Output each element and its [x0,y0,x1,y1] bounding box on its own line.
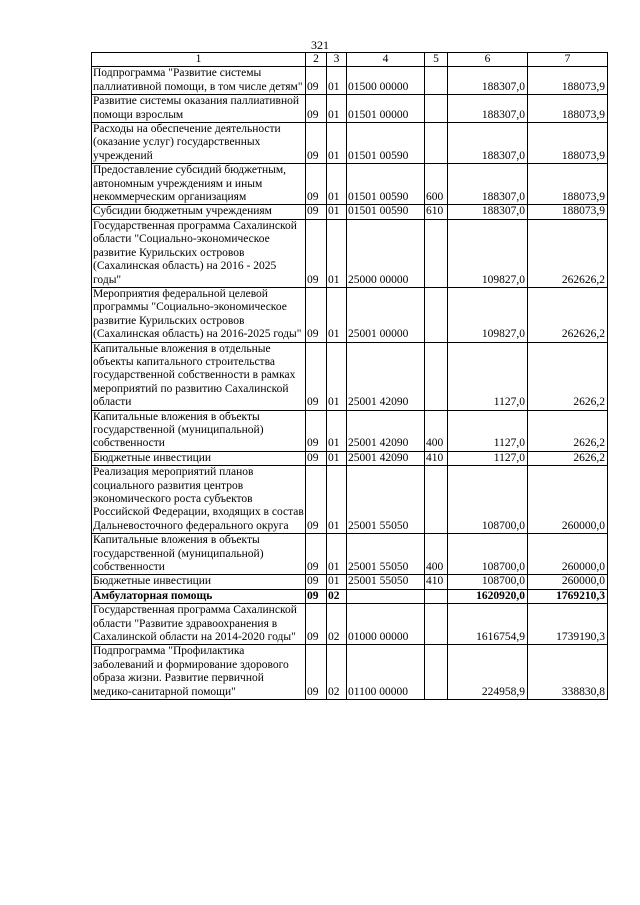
section-code: 09 [306,219,327,287]
table-row [92,205,608,219]
target-article-code: 01501 00590 [347,123,425,164]
amount-year-2: 2626,2 [528,342,608,410]
row-name: Государственная программа Сахалинской области "Развитие здравоохранения в Сахалинской области на 2014-2020 годы" [92,604,306,645]
header-row [92,53,608,67]
amount-year-2: 262626,2 [528,219,608,287]
amount-year-1: 108700,0 [448,575,528,589]
amount-year-2: 188073,9 [528,95,608,123]
subsection-code: 01 [327,205,347,219]
target-article-code: 25001 42090 [347,342,425,410]
target-article-code: 01501 00590 [347,205,425,219]
row-name: Бюджетные инвестиции [92,451,306,465]
expense-type-code [425,95,448,123]
target-article-code: 01501 00590 [347,164,425,205]
expense-type-code [425,604,448,645]
section-code: 09 [306,589,327,603]
section-code: 09 [306,342,327,410]
column-header: 1 [92,53,306,67]
row-name: Подпрограмма "Развитие системы паллиативной помощи, в том числе детям" [92,67,306,95]
amount-year-1: 108700,0 [448,466,528,534]
section-code: 09 [306,575,327,589]
row-name: Бюджетные инвестиции [92,575,306,589]
amount-year-1: 1127,0 [448,410,528,451]
row-name: Предоставление субсидий бюджетным, автономным учреждениям и иным некоммерческим организациям [92,164,306,205]
subsection-code: 02 [327,604,347,645]
target-article-code: 25001 42090 [347,410,425,451]
table-row [92,67,608,95]
section-code: 09 [306,645,327,700]
subsection-code: 01 [327,451,347,465]
subsection-code: 01 [327,466,347,534]
row-name: Расходы на обеспечение деятельности (оказание услуг) государственных учреждений [92,123,306,164]
amount-year-2: 2626,2 [528,451,608,465]
expense-type-code: 610 [425,205,448,219]
section-code: 09 [306,451,327,465]
target-article-code [347,589,425,603]
expense-type-code: 400 [425,534,448,575]
table-row [92,287,608,342]
table-row [92,342,608,410]
target-article-code: 01501 00000 [347,95,425,123]
budget-table [91,52,608,700]
amount-year-2: 2626,2 [528,410,608,451]
column-header: 7 [528,53,608,67]
expense-type-code [425,219,448,287]
row-name: Субсидии бюджетным учреждениям [92,205,306,219]
target-article-code: 01000 00000 [347,604,425,645]
amount-year-2: 338830,8 [528,645,608,700]
section-code: 09 [306,123,327,164]
page-number: 321 [311,38,329,52]
subsection-code: 01 [327,123,347,164]
subsection-code: 01 [327,410,347,451]
column-header: 4 [347,53,425,67]
expense-type-code: 410 [425,575,448,589]
row-name: Государственная программа Сахалинской области "Социально-экономическое развитие Курильских островов (Сахалинская область) на 2016 - 2025 годы" [92,219,306,287]
section-code: 09 [306,67,327,95]
expense-type-code [425,67,448,95]
table-row [92,123,608,164]
section-code: 09 [306,205,327,219]
amount-year-1: 108700,0 [448,534,528,575]
row-name: Капитальные вложения в объекты государственной (муниципальной) собственности [92,410,306,451]
amount-year-1: 1616754,9 [448,604,528,645]
target-article-code: 25001 42090 [347,451,425,465]
expense-type-code [425,342,448,410]
amount-year-1: 188307,0 [448,67,528,95]
row-name: Реализация мероприятий планов социального развития центров экономического роста субъектов Российской Федерации, входящих в состав Дальневосточного федерального округа [93,466,304,532]
amount-year-1: 224958,9 [448,645,528,700]
column-header: 6 [448,53,528,67]
subsection-code: 02 [327,589,347,603]
table-row [92,589,608,603]
table-row [92,219,608,287]
table-row [92,410,608,451]
subsection-code: 02 [327,645,347,700]
table-row [92,645,608,700]
amount-year-2: 188073,9 [528,67,608,95]
amount-year-1: 109827,0 [448,287,528,342]
amount-year-1: 1127,0 [448,451,528,465]
amount-year-2: 188073,9 [528,123,608,164]
expense-type-code: 600 [425,164,448,205]
table-row [92,534,608,575]
section-code: 09 [306,287,327,342]
row-name: Подпрограмма "Профилактика заболеваний и формирование здорового образа жизни. Развитие первичной медико-санитарной помощи" [92,645,306,700]
expense-type-code [425,645,448,700]
row-name: Капитальные вложения в отдельные объекты капитального строительства государственной собственности в рамках мероприятий по развитию Сахалинской области [92,342,306,410]
expense-type-code [425,466,448,534]
amount-year-1: 188307,0 [448,164,528,205]
amount-year-1: 1620920,0 [448,589,528,603]
table-row [92,95,608,123]
amount-year-2: 262626,2 [528,287,608,342]
target-article-code: 25001 00000 [347,287,425,342]
amount-year-1: 109827,0 [448,219,528,287]
table-row [92,604,608,645]
section-code: 09 [306,604,327,645]
subsection-code: 01 [327,164,347,205]
target-article-code: 25001 55050 [347,466,425,534]
table-row [92,164,608,205]
amount-year-2: 1769210,3 [528,589,608,603]
amount-year-1: 188307,0 [448,205,528,219]
row-name: Капитальные вложения в объекты государственной (муниципальной) собственности [92,534,306,575]
subsection-code: 01 [327,575,347,589]
amount-year-2: 1739190,3 [528,604,608,645]
table-row [92,451,608,465]
section-code: 09 [306,95,327,123]
target-article-code: 25001 55050 [347,534,425,575]
amount-year-2: 260000,0 [528,534,608,575]
target-article-code: 01100 00000 [347,645,425,700]
subsection-code: 01 [327,95,347,123]
subsection-code: 01 [327,219,347,287]
subsection-code: 01 [327,342,347,410]
column-header: 5 [425,53,448,67]
table-row [92,466,608,534]
amount-year-1: 1127,0 [448,342,528,410]
expense-type-code: 400 [425,410,448,451]
section-code: 09 [306,410,327,451]
amount-year-2: 260000,0 [528,466,608,534]
row-name: Развитие системы оказания паллиативной помощи взрослым [92,95,306,123]
column-header: 3 [327,53,347,67]
subsection-code: 01 [327,534,347,575]
expense-type-code: 410 [425,451,448,465]
target-article-code: 01500 00000 [347,67,425,95]
subsection-code: 01 [327,67,347,95]
subsection-code: 01 [327,287,347,342]
section-code: 09 [306,534,327,575]
column-header: 2 [306,53,327,67]
row-name: Мероприятия федеральной целевой программы "Социально-экономическое развитие Курильских островов (Сахалинская область) на 2016-2025 годы" [92,287,306,342]
amount-year-1: 188307,0 [448,123,528,164]
amount-year-2: 188073,9 [528,205,608,219]
expense-type-code [425,287,448,342]
section-code: 09 [306,466,327,534]
target-article-code: 25001 55050 [347,575,425,589]
amount-year-1: 188307,0 [448,95,528,123]
row-name: Амбулаторная помощь [92,589,306,603]
expense-type-code [425,589,448,603]
expense-type-code [425,123,448,164]
amount-year-2: 260000,0 [528,575,608,589]
table-row [92,575,608,589]
target-article-code: 25000 00000 [347,219,425,287]
section-code: 09 [306,164,327,205]
amount-year-2: 188073,9 [528,164,608,205]
